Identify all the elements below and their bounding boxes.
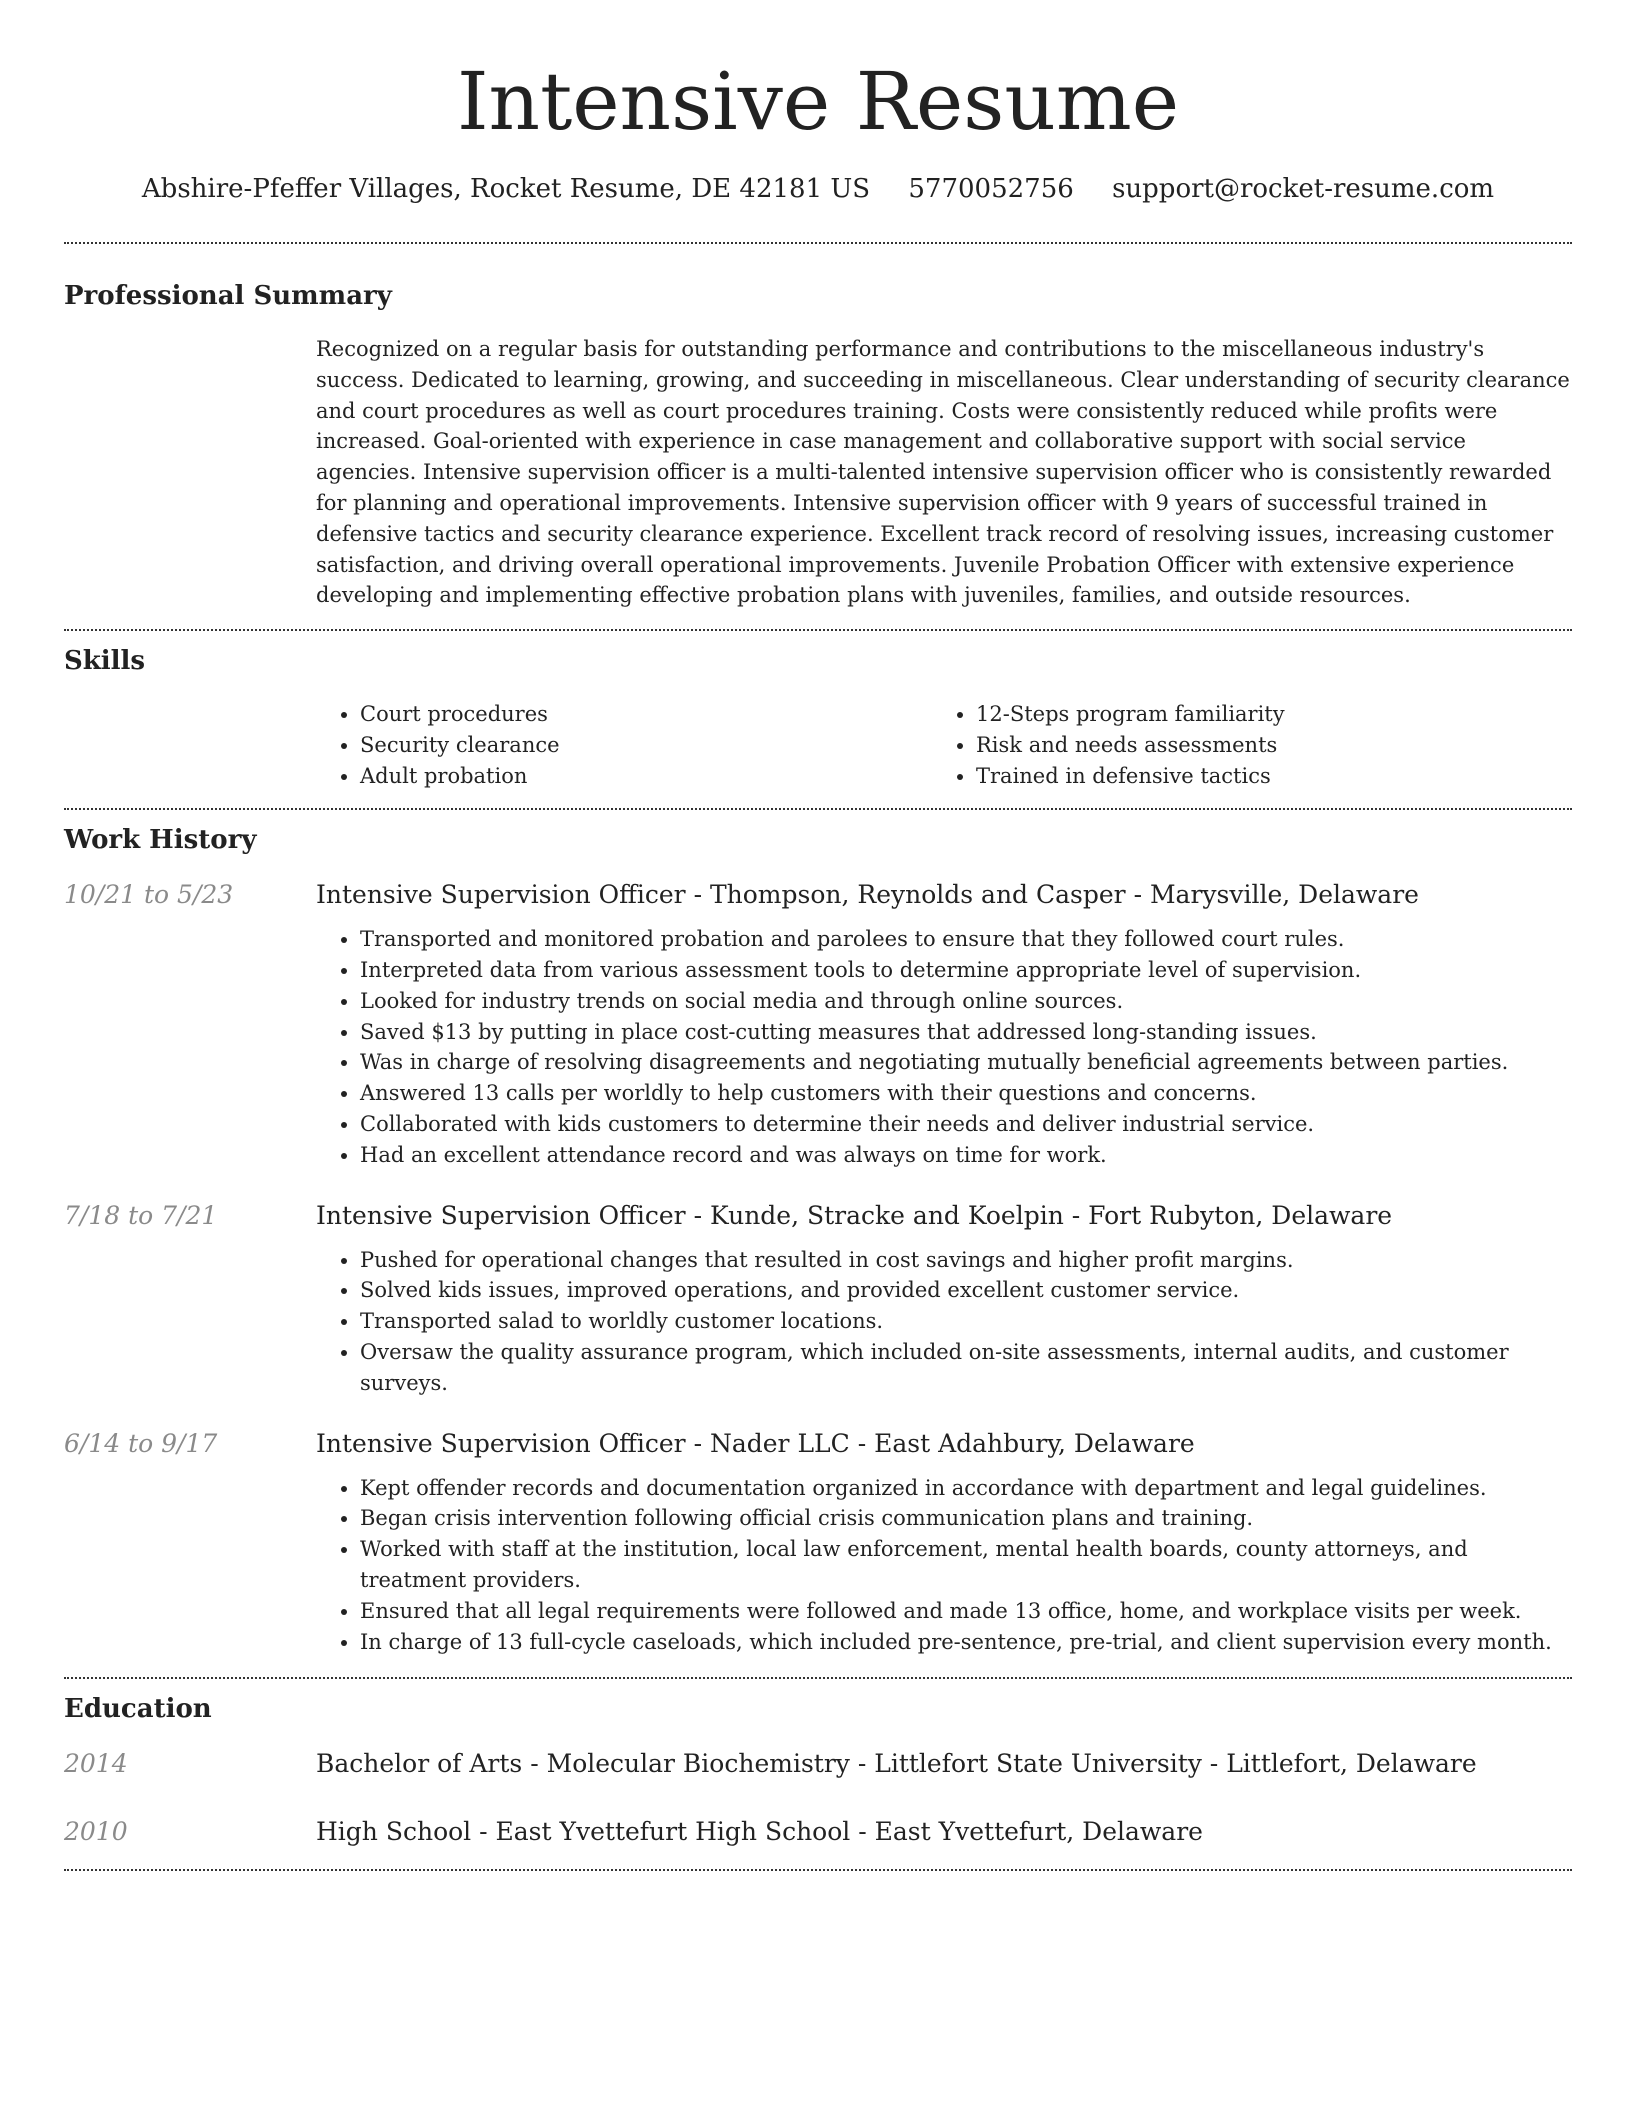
job-bullet: • Answered 13 calls per worldly to help customers with their questions and concerns. <box>360 1078 1572 1109</box>
contact-email: support@rocket-resume.com <box>1112 174 1495 204</box>
job-bullets <box>316 1473 1572 1658</box>
job-entry <box>64 1427 1572 1658</box>
job-bullet: • Was in charge of resolving disagreements and negotiating mutually beneficial agreements between parties. <box>360 1047 1572 1078</box>
skills-column-right <box>932 699 1548 792</box>
job-bullet: • In charge of 13 full-cycle caseloads, which included pre-sentence, pre-trial, and client supervision every month. <box>360 1627 1572 1658</box>
resume-name: Intensive Resume <box>456 55 1180 148</box>
skills-section <box>64 643 1572 792</box>
skill-item: • Risk and needs assessments <box>976 730 1548 761</box>
contact-address: Abshire-Pfeffer Villages, Rocket Resume, DE 42181 US <box>141 174 871 204</box>
section-divider <box>64 1869 1572 1871</box>
job-header <box>64 878 1572 912</box>
job-dates: 7/18 to 7/21 <box>64 1200 218 1230</box>
skill-item: • Security clearance <box>360 730 932 761</box>
section-divider <box>64 1677 1572 1679</box>
job-bullet: • Worked with staff at the institution, local law enforcement, mental health boards, county attorneys, and treatment providers. <box>360 1534 1572 1596</box>
job-bullet: • Oversaw the quality assurance program, which included on-site assessments, internal audits, and customer surveys. <box>360 1337 1572 1399</box>
section-divider <box>64 808 1572 810</box>
skill-item: • Trained in defensive tactics <box>976 761 1548 792</box>
job-entry <box>64 1199 1572 1399</box>
section-title-skills: Skills <box>64 646 146 677</box>
job-header <box>64 1427 1572 1461</box>
job-bullets <box>316 924 1572 1170</box>
job-header <box>64 1199 1572 1233</box>
education-year: 2010 <box>64 1817 128 1847</box>
resume-page <box>64 0 1572 1871</box>
education-entry <box>64 1815 1572 1849</box>
job-bullet: • Kept offender records and documentation organized in accordance with department and legal guidelines. <box>360 1473 1572 1504</box>
skill-item: • Court procedures <box>360 699 932 730</box>
job-bullet: • Began crisis intervention following official crisis communication plans and training. <box>360 1503 1572 1534</box>
job-bullet: • Transported salad to worldly customer locations. <box>360 1306 1572 1337</box>
job-title: Intensive Supervision Officer - Kunde, Stracke and Koelpin - Fort Rubyton, Delaware <box>316 1200 1393 1230</box>
section-title-work: Work History <box>64 825 257 856</box>
education-text: Bachelor of Arts - Molecular Biochemistry - Littlefort State University - Littlefort, Delaware <box>316 1749 1477 1779</box>
job-bullet: • Interpreted data from various assessment tools to determine appropriate level of supervision. <box>360 955 1572 986</box>
job-bullet: • Had an excellent attendance record and was always on time for work. <box>360 1140 1572 1171</box>
section-divider <box>64 242 1572 244</box>
job-bullet: • Looked for industry trends on social media and through online sources. <box>360 986 1572 1017</box>
job-dates: 6/14 to 9/17 <box>64 1428 218 1458</box>
skills-column-left <box>316 699 932 792</box>
job-bullets <box>316 1245 1572 1399</box>
job-entry <box>64 878 1572 1170</box>
job-dates: 10/21 to 5/23 <box>64 880 234 910</box>
skill-item: • Adult probation <box>360 761 932 792</box>
job-title: Intensive Supervision Officer - Thompson, Reynolds and Casper - Marysville, Delaware <box>316 880 1419 910</box>
job-bullet: • Solved kids issues, improved operations, and provided excellent customer service. <box>360 1275 1572 1306</box>
work-section <box>64 822 1572 1657</box>
education-year: 2014 <box>64 1749 128 1779</box>
contact-line <box>64 170 1572 208</box>
job-title: Intensive Supervision Officer - Nader LLC - East Adahbury, Delaware <box>316 1428 1195 1458</box>
summary-section <box>64 278 1572 611</box>
job-bullet: • Ensured that all legal requirements were followed and made 13 office, home, and workplace visits per week. <box>360 1596 1572 1627</box>
job-bullet: • Pushed for operational changes that resulted in cost savings and higher profit margins. <box>360 1245 1572 1276</box>
section-divider <box>64 629 1572 631</box>
summary-text: Recognized on a regular basis for outstanding performance and contributions to the miscellaneous industry's success. Dedicated to learning, growing, and succeeding in miscellaneous. Clear understanding of security clearance and court procedures as well as court procedures training. Costs were consistently reduced while profits were increased. Goal-oriented with experience in case management and collaborative support with social service agencies. Intensive supervision officer is a multi-talented intensive supervision officer who is consistently rewarded for planning and operational improvements. Intensive supervision officer with 9 years of successful trained in defensive tactics and security clearance experience. Excellent track record of resolving issues, increasing customer satisfaction, and driving overall operational improvements. Juvenile Probation Officer with extensive experience developing and implementing effective probation plans with juveniles, families, and outside resources. <box>316 337 1570 608</box>
job-bullet: • Collaborated with kids customers to determine their needs and deliver industrial service. <box>360 1109 1572 1140</box>
education-entry <box>64 1747 1572 1781</box>
skills-grid <box>316 699 1572 792</box>
skill-item: • 12-Steps program familiarity <box>976 699 1548 730</box>
job-bullet: • Transported and monitored probation and parolees to ensure that they followed court rules. <box>360 924 1572 955</box>
education-text: High School - East Yvettefurt High School - East Yvettefurt, Delaware <box>316 1817 1203 1847</box>
education-section <box>64 1691 1572 1849</box>
section-title-education: Education <box>64 1694 212 1725</box>
job-bullet: • Saved $13 by putting in place cost-cutting measures that addressed long-standing issues. <box>360 1017 1572 1048</box>
contact-phone: 5770052756 <box>908 174 1074 204</box>
section-title-summary: Professional Summary <box>64 281 392 311</box>
